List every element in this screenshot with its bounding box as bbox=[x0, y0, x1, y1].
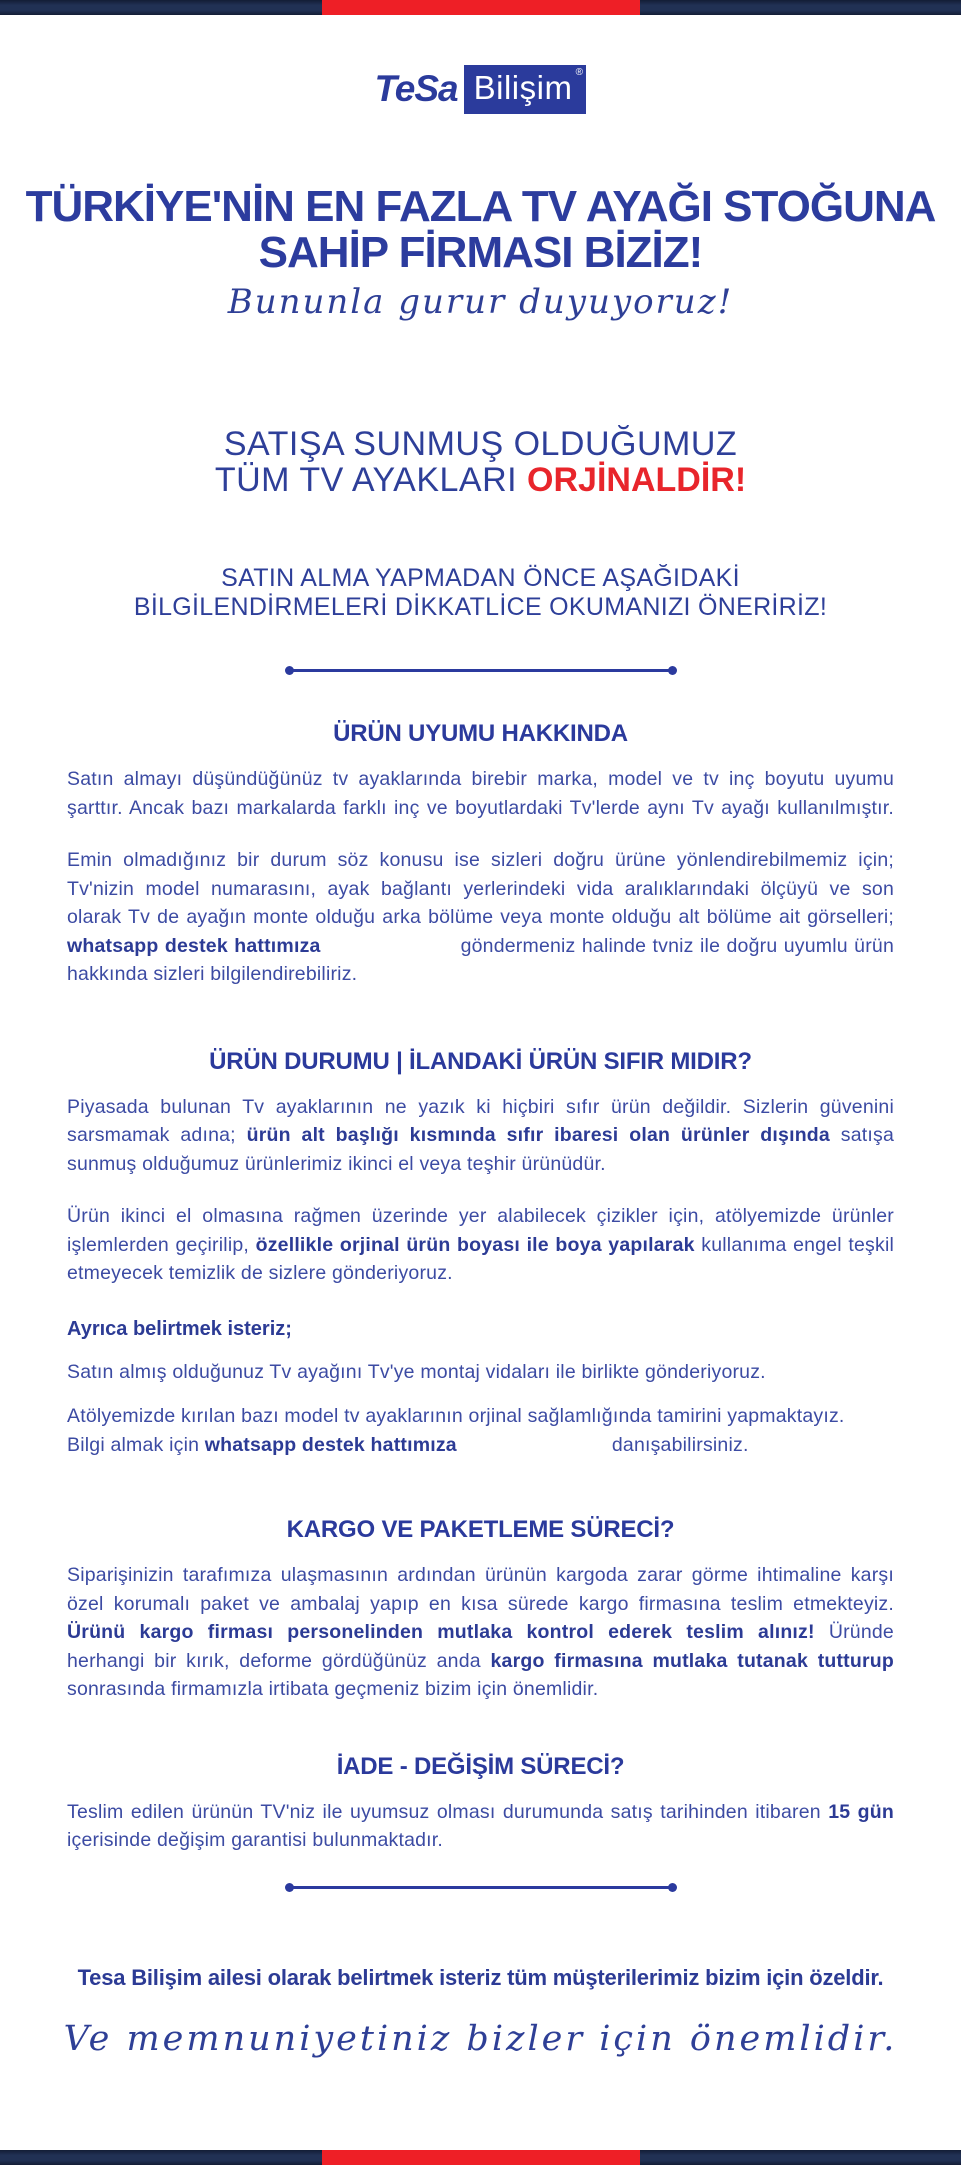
section-urun-uyumu bbox=[0, 765, 961, 989]
footer-statement: Tesa Bilişim ailesi olarak belirtmek isteriz tüm müşterilerimiz bizim için özeldir. bbox=[77, 1964, 884, 1990]
top-decor-bar bbox=[0, 0, 961, 15]
paragraph-text: sonrasında firmamızla irtibata geçmeniz bizim için önemlidir. bbox=[67, 1678, 599, 1700]
section-iade bbox=[0, 1798, 961, 1855]
originality-heading-line1: SATIŞA SUNMUŞ OLDUĞUMUZ bbox=[223, 425, 738, 463]
bottom-bar-red-segment bbox=[322, 2150, 640, 2165]
page-title-line2: SAHİP FİRMASI BİZİZ! bbox=[258, 228, 703, 277]
paragraph-durum-2 bbox=[67, 1202, 894, 1288]
paragraph-text: Piyasada bulunan Tv ayaklarının ne yazık ki hiçbiri sıfır ürün değildir. Sizlerin güvenini sarsmamak adına; bbox=[67, 1095, 894, 1146]
zero-product-bold-text: ürün alt başlığı kısmında sıfır ibaresi olan ürünler dışında bbox=[246, 1124, 830, 1146]
originality-heading-line2-prefix: TÜM TV AYAKLARI bbox=[214, 461, 528, 499]
paragraph-kargo bbox=[67, 1561, 894, 1704]
logo-bilisim-box bbox=[464, 65, 587, 114]
top-bar-red-segment bbox=[322, 0, 640, 15]
divider-dot-icon bbox=[668, 1883, 677, 1892]
section-kargo bbox=[0, 1561, 961, 1704]
footer-script-tagline: Ve memnuniyetiniz bizler için önemlidir. bbox=[63, 2018, 898, 2059]
paragraph-uyum-2 bbox=[67, 846, 894, 989]
damage-report-bold-text: kargo firmasına mutlaka tutanak tutturup bbox=[490, 1649, 895, 1672]
bottom-decor-bar bbox=[0, 2150, 961, 2165]
read-notice-line2: BİLGİLENDİRMELERİ DİKKATLİCE OKUMANIZI ÖNERİRİZ! bbox=[133, 593, 828, 621]
paragraph-text: satışa sunmuş olduğumuz ürünlerimiz ikinci el veya teşhir ürünüdür. bbox=[67, 1124, 894, 1175]
divider-line bbox=[289, 669, 673, 672]
paragraph-text: göndermeniz halinde tvniz ile doğru uyumlu ürün hakkında sizleri bilgilendirebiliriz. bbox=[67, 934, 894, 985]
paragraph-text: Üründe herhangi bir kırık, deforme gördüğünüz anda bbox=[67, 1621, 894, 1672]
section-heading-kargo: KARGO VE PAKETLEME SÜRECİ? bbox=[286, 1516, 675, 1543]
divider-dot-icon bbox=[668, 666, 677, 675]
page-title bbox=[0, 184, 961, 276]
paragraph-text: danışabilirsiniz. bbox=[611, 1433, 749, 1456]
paragraph-text: Ürün ikinci el olmasına rağmen üzerinde yer alabilecek çizikler için, atölyemizde ürünler işlemlerden geçirilip, bbox=[67, 1205, 894, 1256]
paragraph-text: Teslim edilen ürünün TV'niz ile uyumsuz olması durumunda satış tarihinden itibaren bbox=[67, 1800, 829, 1823]
originality-highlight: ORJİNALDİR! bbox=[527, 461, 747, 499]
brand-logo bbox=[0, 66, 961, 112]
paragraph-text: Siparişinizin tarafımıza ulaşmasının ardından ürünün kargoda zarar görme ihtimaline karşı özel korumalı paket ve ambalaj yapıp en kısa sürede kargo firmasına teslim etmekteyiz. bbox=[67, 1564, 894, 1615]
check-delivery-bold-text: Ürünü kargo firması personelinden mutlaka kontrol ederek teslim alınız! bbox=[67, 1621, 815, 1643]
paragraph-text: Satın almış olduğunuz Tv ayağını Tv'ye montaj vidaları ile birlikte gönderiyoruz. bbox=[67, 1360, 766, 1383]
paragraph-text: Emin olmadığınız bir durum söz konusu ise sizleri doğru ürüne yönlendirebilmemiz için; Tv'nizin model numarasını, ayak bağlantı yerlerindeki vida aralıklarındaki ölçüyü ve son olarak Tv de ayağın monte olduğu arka bölüme veya monte olduğu alt bölüme ait görselleri; bbox=[67, 849, 894, 928]
registered-trademark-icon: ® bbox=[575, 66, 584, 78]
paragraph-text: içerisinde değişim garantisi bulunmaktadır. bbox=[67, 1829, 444, 1851]
paragraph-text: Atölyemizde kırılan bazı model tv ayaklarının orjinal sağlamlığında tamirini yapmaktayız. bbox=[67, 1405, 845, 1427]
logo-tesa-text: TeSa bbox=[374, 68, 458, 109]
paragraph-screws bbox=[67, 1358, 894, 1387]
paragraph-repair bbox=[67, 1402, 894, 1459]
logo-bilisim-text: Bilişim bbox=[473, 68, 573, 106]
section-divider-bottom bbox=[285, 1883, 677, 1892]
paragraph-text: Satın almayı düşündüğünüz tv ayaklarında birebir marka, model ve tv inç boyutu uyumu şarttır. Ancak bazı markalarda farklı inç ve boyutlardaki Tv'lerde aynı Tv ayağı kullanılmıştır. bbox=[67, 768, 894, 819]
paragraph-uyum-1 bbox=[67, 765, 894, 822]
section-heading-urun-uyumu: ÜRÜN UYUMU HAKKINDA bbox=[333, 720, 628, 747]
section-heading-urun-durumu: ÜRÜN DURUMU | İLANDAKİ ÜRÜN SIFIR MIDIR? bbox=[209, 1047, 752, 1075]
read-notice-line1: SATIN ALMA YAPMADAN ÖNCE AŞAĞIDAKİ bbox=[221, 564, 740, 592]
originality-heading bbox=[0, 426, 961, 498]
original-paint-bold-text: özellikle orjinal ürün boyası ile boya yapılarak bbox=[255, 1233, 695, 1256]
paragraph-iade bbox=[67, 1798, 894, 1855]
read-notice-heading bbox=[0, 564, 961, 622]
page-title-line1: TÜRKİYE'NİN EN FAZLA TV AYAĞI STOĞUNA bbox=[25, 182, 936, 231]
whatsapp-support-bold-text: whatsapp destek hattımıza bbox=[67, 934, 321, 957]
divider-line bbox=[289, 1886, 673, 1889]
also-note-heading: Ayrıca belirtmek isteriz; bbox=[67, 1317, 292, 1340]
paragraph-text: Bilgi almak için bbox=[67, 1433, 205, 1456]
paragraph-durum-1 bbox=[67, 1093, 894, 1179]
paragraph-text: kullanıma engel teşkil etmeyecek temizlik de sizlere gönderiyoruz. bbox=[67, 1233, 895, 1284]
pride-script-tagline: Bununla gurur duyuyoruz! bbox=[227, 282, 734, 322]
fifteen-days-bold-text: 15 gün bbox=[828, 1800, 894, 1823]
section-heading-iade: İADE - DEĞİŞİM SÜRECİ? bbox=[336, 1752, 625, 1780]
section-urun-durumu bbox=[0, 1093, 961, 1460]
section-divider-top bbox=[285, 666, 677, 675]
whatsapp-support-bold-text: whatsapp destek hattımıza bbox=[204, 1433, 457, 1456]
